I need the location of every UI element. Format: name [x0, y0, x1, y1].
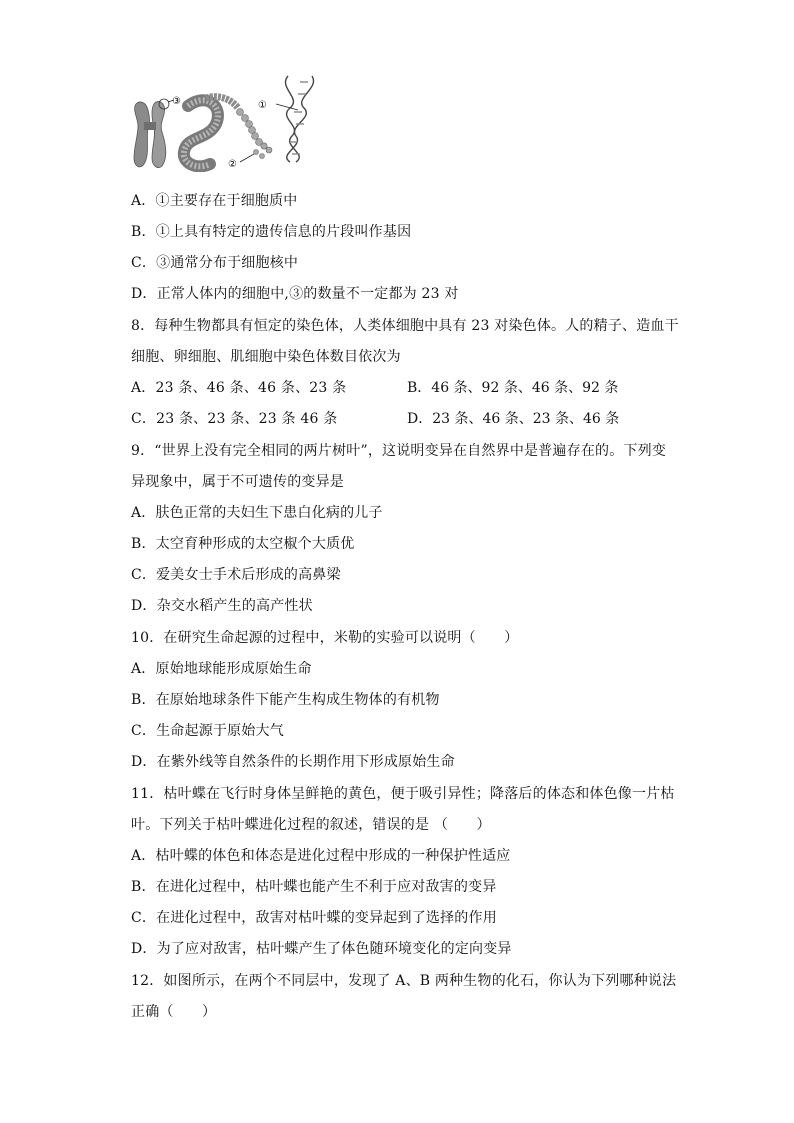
q7-option-c: C．③通常分布于细胞核中	[131, 255, 299, 271]
dna-helix-icon	[285, 76, 313, 162]
q11-stem-line2: 叶。下列关于枯叶蝶进化过程的叙述，错误的是 （ ）	[131, 817, 491, 833]
label-2: ②	[228, 159, 237, 170]
q7-option-d: D．正常人体内的细胞中,③的数量不一定都为 23 对	[131, 286, 459, 302]
q9-stem-line1: 9．“世界上没有完全相同的两片树叶”，这说明变异在自然界中是普遍存在的。下列变	[131, 443, 667, 459]
nucleosome-beads-icon	[237, 109, 273, 159]
q8-stem-line2: 细胞、卵细胞、肌细胞中染色体数目依次为	[131, 349, 401, 365]
label-3: ③	[172, 96, 181, 107]
q10-option-b: B．在原始地球条件下能产生构成生物体的有机物	[131, 692, 440, 708]
q11-stem-line1: 11．枯叶蝶在飞行时身体呈鲜艳的黄色，便于吸引异性；降落后的体态和体色像一片枯	[131, 786, 675, 802]
chromatin-coil-icon	[184, 97, 238, 167]
q8-option-b: B．46 条、92 条、46 条、92 条	[407, 380, 619, 396]
q12-stem-line1: 12．如图所示，在两个不同层中，发现了 A、B 两种生物的化石，你认为下列哪种说法	[131, 973, 677, 989]
q11-option-a: A．枯叶蝶的体色和体态是进化过程中形成的一种保护性适应	[131, 848, 511, 864]
q11-option-b: B．在进化过程中，枯叶蝶也能产生不利于应对敌害的变异	[131, 879, 497, 895]
q10-option-c: C．生命起源于原始大气	[131, 723, 284, 739]
q8-option-d: D．23 条、46 条、23 条、46 条	[407, 411, 620, 427]
q8-option-a: A．23 条、46 条、46 条、23 条	[131, 380, 347, 396]
chromosome-icon	[134, 99, 169, 168]
q10-option-d: D．在紫外线等自然条件的长期作用下形成原始生命	[131, 754, 455, 770]
q9-option-b: B．太空育种形成的太空椒个大质优	[131, 536, 355, 552]
q9-option-d: D．杂交水稻产生的高产性状	[131, 598, 313, 614]
q11-option-d: D．为了应对敌害，枯叶蝶产生了体色随环境变化的定向变异	[131, 941, 512, 957]
q10-option-a: A．原始地球能形成原始生命	[131, 661, 312, 677]
label-1: ①	[258, 100, 267, 111]
q12-stem-line2: 正确（ ）	[131, 1004, 217, 1020]
q8-stem-line1: 8．每种生物都具有恒定的染色体，人类体细胞中具有 23 对染色体。人的精子、造血干	[131, 318, 679, 334]
q8-option-c: C．23 条、23 条、23 条 46 条	[131, 411, 338, 427]
q7-option-a: A．①主要存在于细胞质中	[131, 193, 298, 209]
chromosome-dna-figure	[128, 66, 328, 172]
q11-option-c: C．在进化过程中，敌害对枯叶蝶的变异起到了选择的作用	[131, 910, 497, 926]
q7-option-b: B．①上具有特定的遗传信息的片段叫作基因	[131, 224, 412, 240]
q9-option-a: A．肤色正常的夫妇生下患白化病的儿子	[131, 505, 383, 521]
q9-stem-line2: 异现象中，属于不可遗传的变异是	[131, 474, 344, 490]
q9-option-c: C．爱美女士手术后形成的高鼻梁	[131, 567, 341, 583]
q10-stem: 10．在研究生命起源的过程中，米勒的实验可以说明（ ）	[131, 630, 519, 646]
